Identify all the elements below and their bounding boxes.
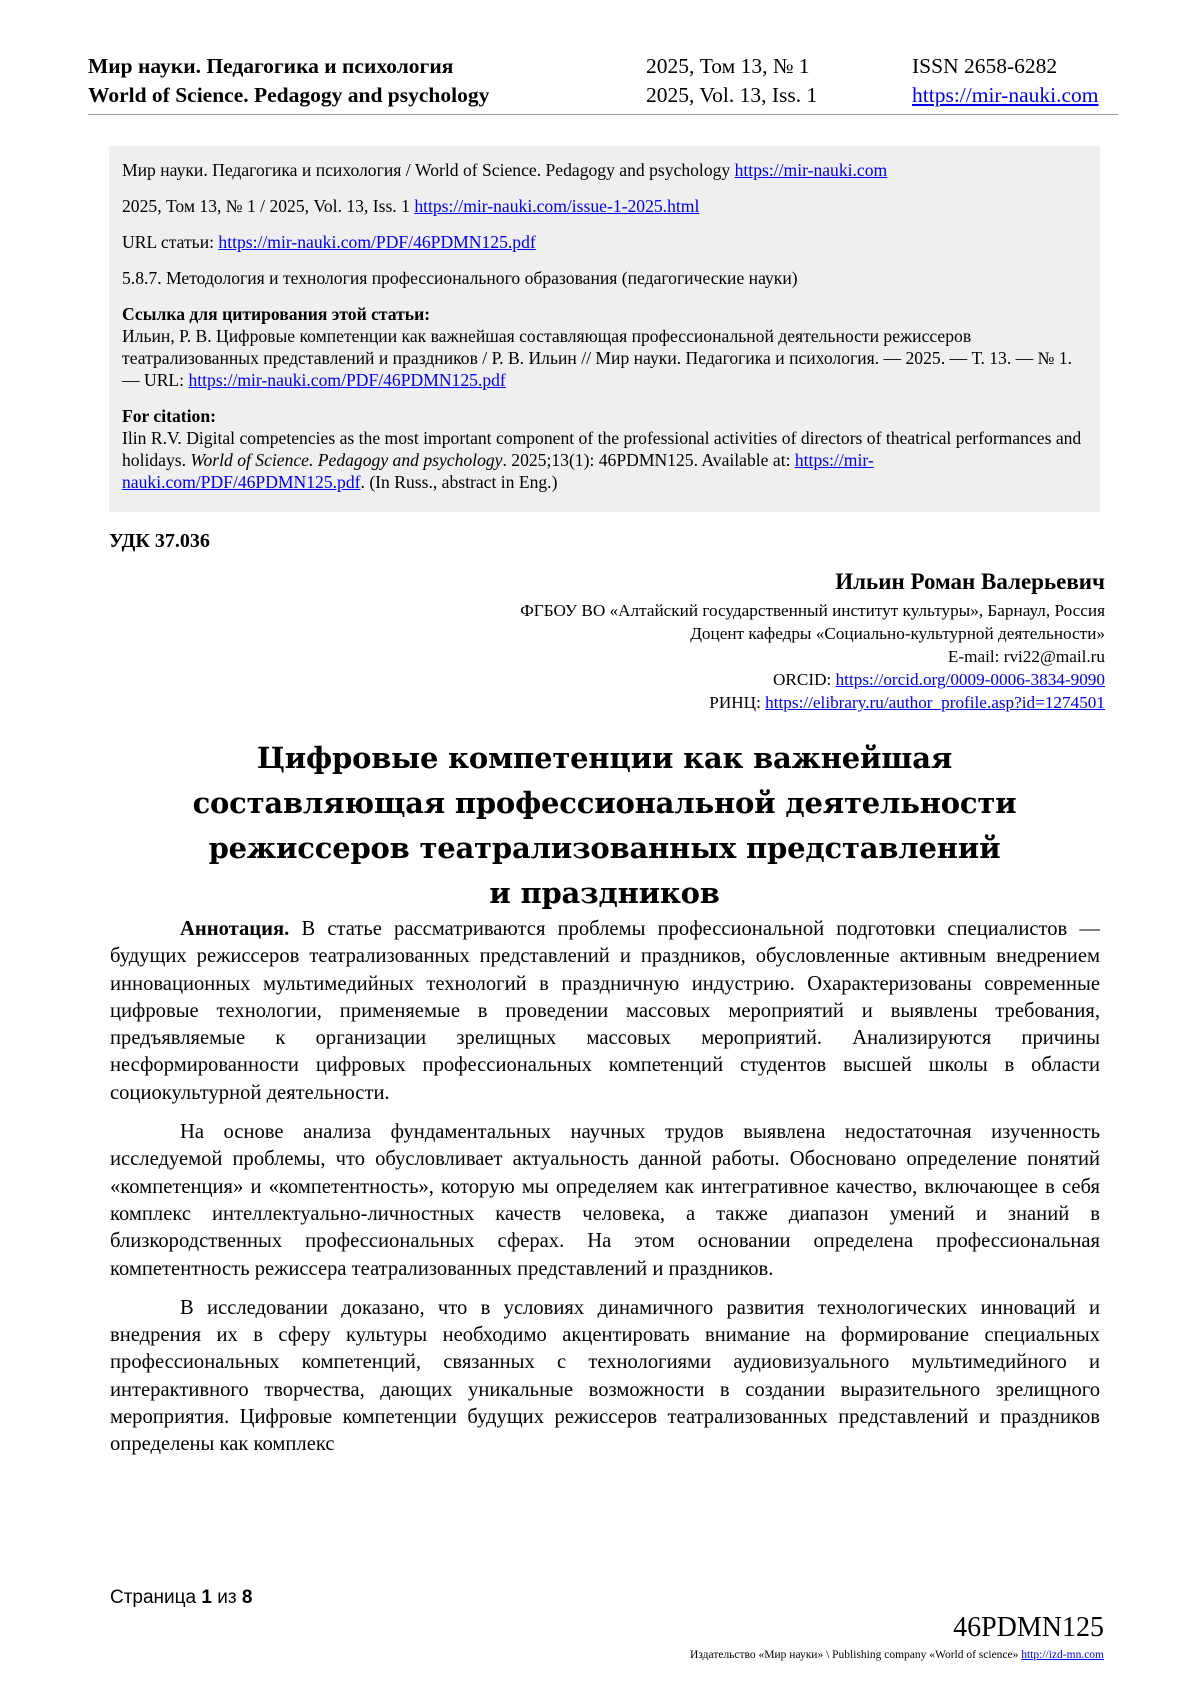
citation-ru-text: Ильин, Р. В. Цифровые компетенции как важнейшая составляющая профессиональной деятельности режиссеров театрализованных представлений и праздников / Р. В. Ильин // Мир науки. Педагогика и психология. — 2025. — Т. 13. — № 1. — URL: <box>122 326 1073 390</box>
url-label: URL статьи: <box>122 232 219 252</box>
site-link[interactable]: https://mir-nauki.com <box>912 83 1099 107</box>
title-line-1: Цифровые компетенции как важнейшая <box>256 741 953 775</box>
issue-ru: 2025, Том 13, № 1 <box>646 54 810 78</box>
title-line-3: режиссеров театрализованных представлений <box>208 831 1001 865</box>
orcid-label: ORCID: <box>773 670 836 689</box>
abstract-paragraph-3: В исследовании доказано, что в условиях динамичного развития технологических инноваций и внедрения их в сферу культуры необходимо акцентировать внимание на формирование специальных профессиональных компетенций, связанных с технологиями аудиовизуального мультимедийного и интерактивного творчества, дающих уникальные возможности в создании выразительного зрелищного мероприятия. Цифровые компетенции будущих режиссеров театрализованных представлений и праздников определены как комплекс <box>110 1296 1100 1456</box>
article-url-link[interactable]: https://mir-nauki.com/PDF/46PDMN125.pdf <box>218 232 536 252</box>
author-block <box>520 567 1105 714</box>
citation-ru <box>122 325 1087 391</box>
citation-en-label: For citation: <box>122 406 216 426</box>
journal-title-en: World of Science. Pedagogy and psychology <box>88 83 490 107</box>
article-code: 46PDMN125 <box>953 1612 1104 1643</box>
issue-info <box>646 52 817 110</box>
rinc-link[interactable]: https://elibrary.ru/author_profile.asp?id=1274501 <box>765 693 1105 712</box>
page-counter <box>110 1587 252 1609</box>
issue-en: 2025, Vol. 13, Iss. 1 <box>646 83 818 107</box>
url-line <box>122 231 1087 253</box>
udk-code: УДК 37.036 <box>109 530 210 552</box>
citation-ru-label: Ссылка для цитирования этой статьи: <box>122 304 431 324</box>
article-title <box>109 736 1100 916</box>
author-affiliation: ФГБОУ ВО «Алтайский государственный институт культуры», Барнаул, Россия <box>520 601 1105 620</box>
issue-line-text: 2025, Том 13, № 1 / 2025, Vol. 13, Iss. 1 <box>122 196 415 216</box>
journal-title <box>88 52 489 110</box>
citation-en-text-2: . 2025;13(1): 46PDMN125. Available at: <box>502 450 795 470</box>
citation-en-journal: World of Science. Pedagogy and psychology <box>190 450 503 470</box>
page-word: Страница <box>110 1587 202 1608</box>
citation-ru-link[interactable]: https://mir-nauki.com/PDF/46PDMN125.pdf <box>188 370 506 390</box>
title-line-2: составляющая профессиональной деятельности <box>192 786 1017 820</box>
page-header <box>88 52 1118 115</box>
author-email: E-mail: rvi22@mail.ru <box>947 647 1105 666</box>
issue-link[interactable]: https://mir-nauki.com/issue-1-2025.html <box>414 196 700 216</box>
abstract-paragraph-1 <box>110 916 1100 1107</box>
issn: ISSN 2658-6282 <box>912 54 1058 78</box>
abstract-paragraph-2: На основе анализа фундаментальных научных трудов выявлена недостаточная изученность исследуемой проблемы, что обусловливает актуальность данной работы. Обосновано определение понятий «компетенция» и «компетентность», которую мы определяем как интегративное качество, включающее в себя комплекс интеллектуально-личностных качеств человека, а также диапазон умений и знаний в близкородственных профессиональных сферах. На этом основании определена профессиональная компетентность режиссера театрализованных представлений и праздников. <box>110 1121 1100 1280</box>
journal-link[interactable]: https://mir-nauki.com <box>734 160 888 180</box>
journal-title-ru: Мир науки. Педагогика и психология <box>88 54 454 78</box>
publisher-line <box>690 1649 1104 1661</box>
abstract-label: Аннотация. <box>180 918 290 940</box>
title-line-4: и праздников <box>489 876 720 910</box>
issn-block <box>912 52 1098 110</box>
specialty-line: 5.8.7. Методология и технология профессионального образования (педагогические науки) <box>122 268 798 288</box>
of-word: из <box>211 1587 242 1608</box>
journal-line <box>122 159 1087 181</box>
page-number: 1 <box>201 1587 212 1608</box>
citation-en-text: Ilin R.V. Digital competencies as the most important component of the professional activities of directors of theatrical performances and holidays. <box>122 428 1082 470</box>
issue-line <box>122 195 1087 217</box>
orcid-link[interactable]: https://orcid.org/0009-0006-3834-9090 <box>835 670 1105 689</box>
citation-en-text-3: . (In Russ., abstract in Eng.) <box>360 472 558 492</box>
abstract-text-1: В статье рассматриваются проблемы профессиональной подготовки специалистов — будущих режиссеров театрализованных представлений и праздников, обусловленные активным внедрением инновационных мультимедийных технологий в праздничную индустрию. Охарактеризованы современные цифровые технологии, применяемые в проведении массовых мероприятий и выявлены требования, предъявляемые к организации зрелищных массовых мероприятий. Анализируются причины несформированности цифровых профессиональных компетенций студентов высшей школы в области социокультурной деятельности. <box>110 918 1100 1104</box>
author-position: Доцент кафедры «Социально-культурной деятельности» <box>690 624 1105 643</box>
citation-info-box <box>109 146 1100 512</box>
citation-en <box>122 427 1087 493</box>
author-rinc <box>520 691 1105 714</box>
author-orcid <box>520 668 1105 691</box>
publisher-link[interactable]: http://izd-mn.com <box>1021 1649 1104 1661</box>
rinc-label: РИНЦ: <box>709 693 766 712</box>
citation-en-link[interactable]: https://mir-nauki.com/PDF/46PDMN125.pdf <box>122 450 874 492</box>
publisher-text: Издательство «Мир науки» \ Publishing company «World of science» <box>690 1649 1022 1661</box>
journal-line-text: Мир науки. Педагогика и психология / World of Science. Pedagogy and psychology <box>122 160 735 180</box>
abstract-body <box>110 916 1100 1471</box>
author-name: Ильин Роман Валерьевич <box>835 569 1105 594</box>
page-total: 8 <box>241 1587 253 1608</box>
